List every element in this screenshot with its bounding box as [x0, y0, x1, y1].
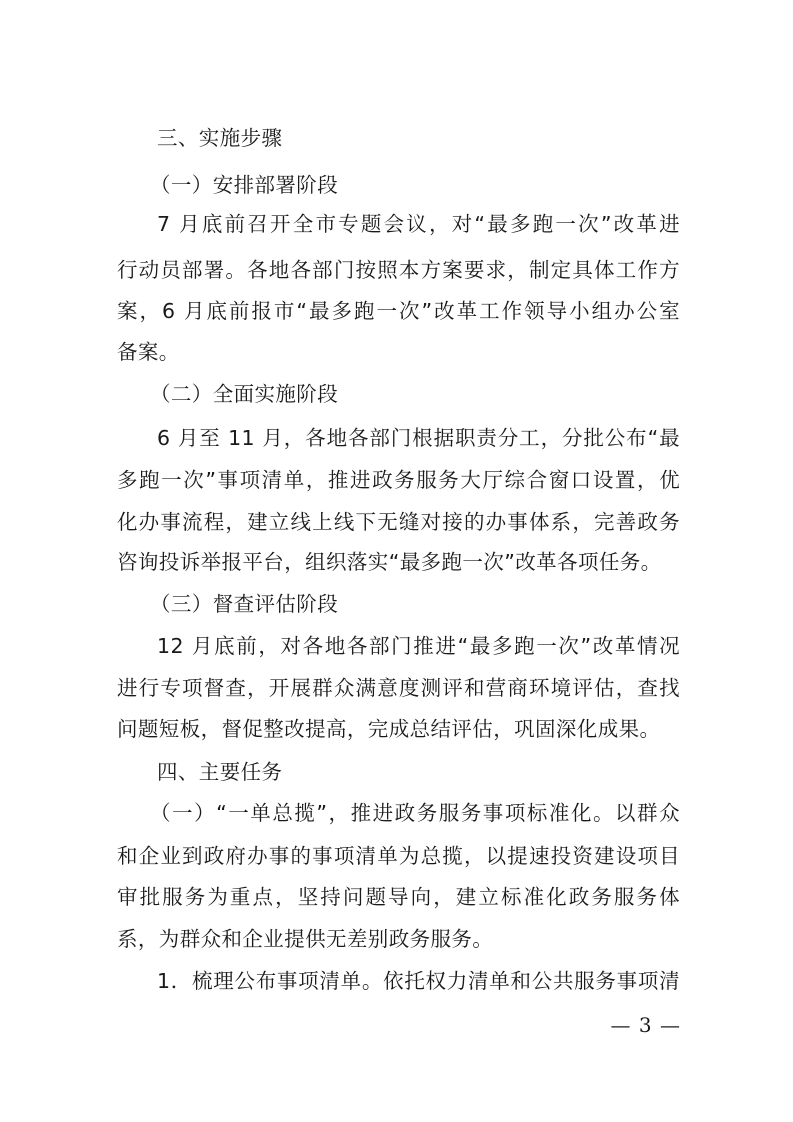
- paragraph-line: （一）“一单总揽”，推进政务服务事项标准化。以群众: [150, 801, 680, 825]
- paragraph-line: 化办事流程，建立线上线下无缝对接的办事体系，完善政务: [117, 510, 680, 534]
- paragraph-line: 行动员部署。各地各部门按照本方案要求，制定具体工作方: [117, 258, 680, 282]
- paragraph-line: 6 月至 11 月，各地各部门根据职责分工，分批公布“最: [157, 426, 680, 450]
- paragraph-line: 和企业到政府办事的事项清单为总揽，以提速投资建设项目: [117, 844, 680, 868]
- paragraph-line: 咨询投诉举报平台，组织落实“最多跑一次”改革各项任务。: [117, 550, 662, 574]
- paragraph-line: 备案。: [117, 340, 180, 364]
- paragraph-line: 问题短板，督促整改提高，完成总结评估，巩固深化成果。: [117, 717, 661, 741]
- page-number: — 3 —: [610, 1013, 681, 1037]
- subheading-deployment-phase: （一）安排部署阶段: [150, 173, 339, 197]
- paragraph-line: 7 月底前召开全市专题会议，对“最多跑一次”改革进: [157, 212, 680, 236]
- paragraph-line: 进行专项督查，开展群众满意度测评和营商环境评估，查找: [117, 676, 680, 700]
- subheading-implementation-phase: （二）全面实施阶段: [150, 382, 339, 406]
- section-heading-main-tasks: 四、主要任务: [157, 760, 283, 784]
- section-heading-implementation-steps: 三、实施步骤: [157, 126, 283, 150]
- paragraph-line: 1．梳理公布事项清单。依托权力清单和公共服务事项清: [157, 969, 680, 993]
- paragraph-line: 系，为群众和企业提供无差别政务服务。: [117, 927, 494, 951]
- paragraph-line: 12 月底前，对各地各部门推进“最多跑一次”改革情况: [157, 634, 680, 658]
- paragraph-line: 案，6 月底前报市“最多跑一次”改革工作领导小组办公室: [117, 299, 680, 323]
- subheading-inspection-phase: （三）督查评估阶段: [150, 592, 339, 616]
- paragraph-line: 审批服务为重点，坚持问题导向，建立标准化政务服务体: [117, 885, 680, 909]
- paragraph-line: 多跑一次”事项清单，推进政务服务大厅综合窗口设置，优: [117, 468, 680, 492]
